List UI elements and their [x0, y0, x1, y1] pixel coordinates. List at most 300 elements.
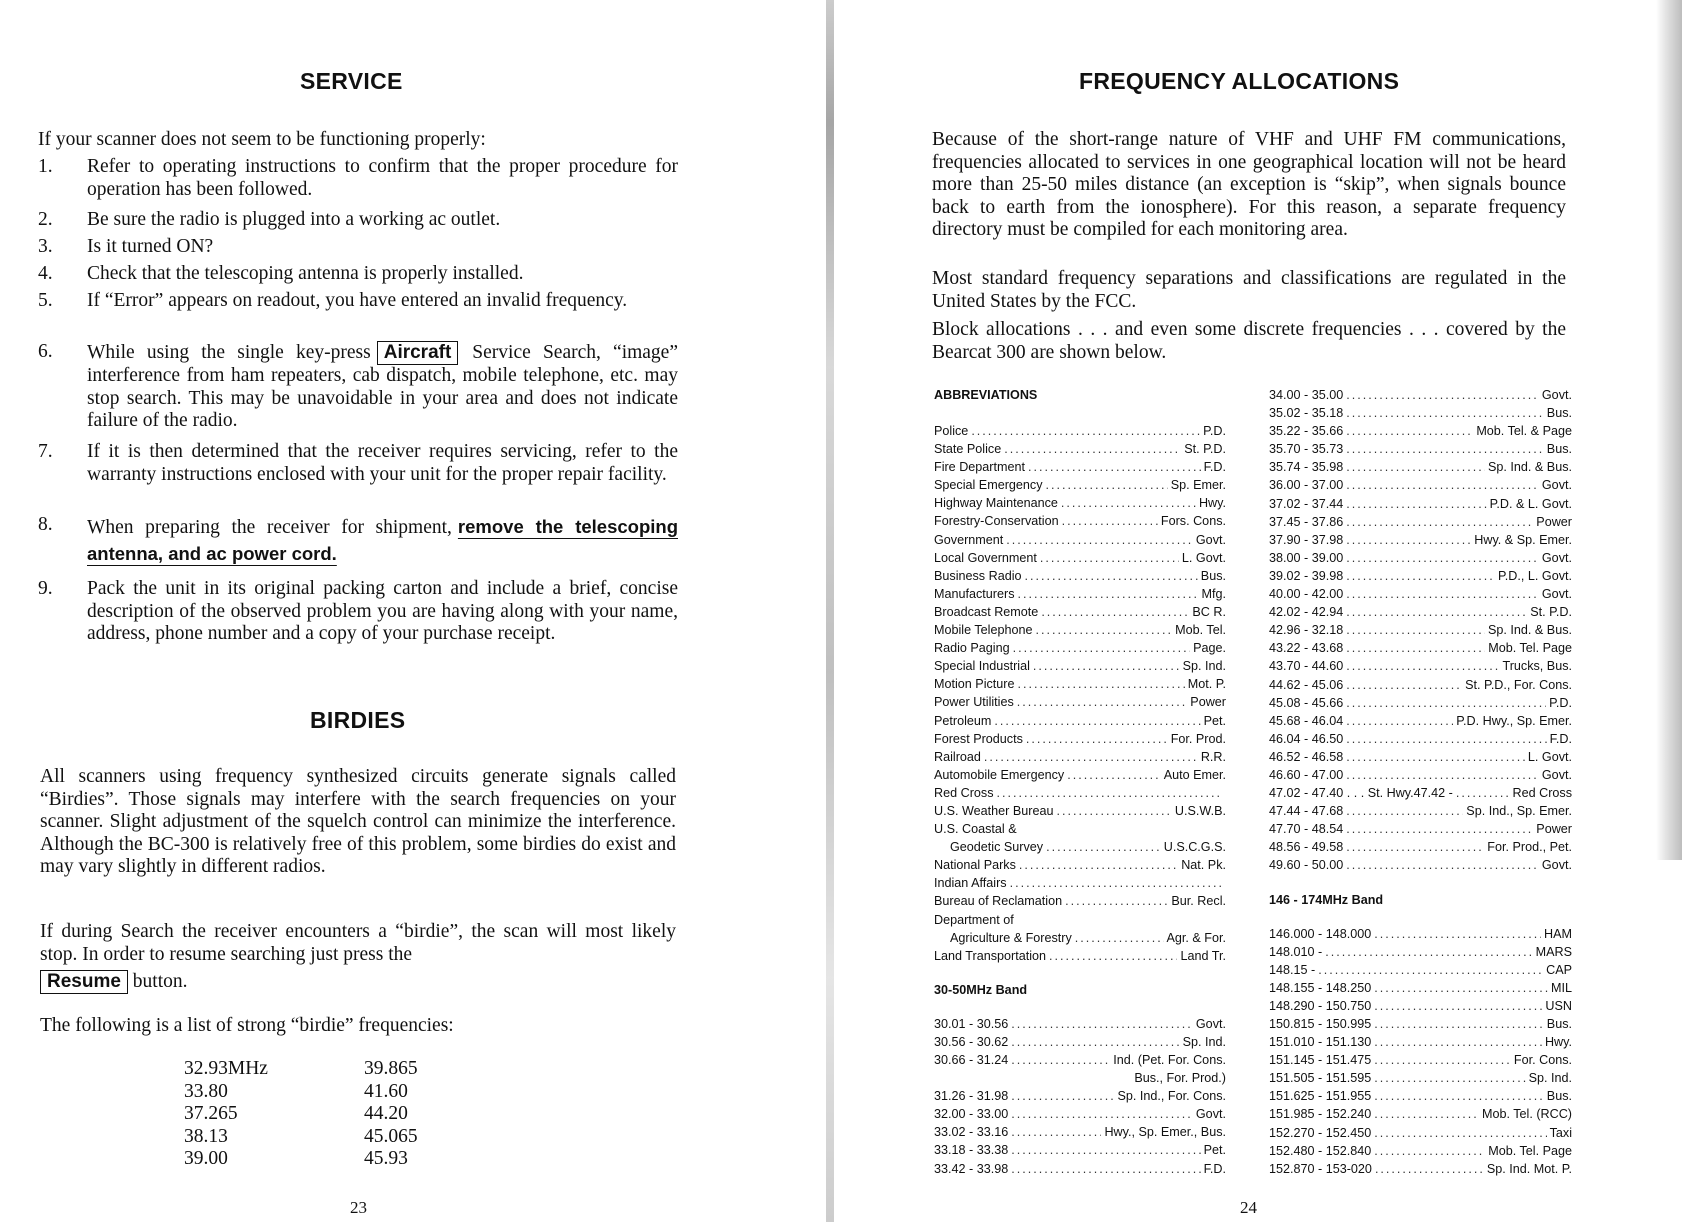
dot-leader: [1011, 1051, 1110, 1069]
service-item: [38, 236, 678, 259]
dot-leader: [1011, 1033, 1179, 1051]
allocation-value: Govt.: [1541, 858, 1572, 873]
allocation-row: [1269, 603, 1572, 621]
allocation-label: Fire Department: [934, 460, 1025, 475]
allocation-row: [934, 1141, 1226, 1159]
allocation-label: 43.22 - 43.68: [1269, 641, 1344, 656]
gutter-shadow: [826, 0, 834, 1222]
dot-leader: [1375, 1160, 1484, 1178]
allocation-row: [1269, 748, 1572, 766]
allocation-row: [1269, 404, 1572, 422]
allocation-label: Highway Maintenance: [934, 496, 1058, 511]
dot-leader: [1026, 730, 1168, 748]
intro-paragraph-2: Most standard frequency separations and classifications are regulated in the United States by the FCC.: [932, 268, 1566, 312]
birdies-paragraph-1: All scanners using frequency synthesized circuits generate signals called “Birdies”. Those signals may interfere with the search frequencies on your scanner. Slight adjustment of the squelch control can minimize the interference. Although the BC-300 is relatively free of this problem, some birdies do exist and may vary slightly in different radios.: [40, 766, 676, 877]
allocation-label: Local Government: [934, 550, 1037, 565]
service-item-number: 9.: [38, 578, 53, 599]
service-intro: If your scanner does not seem to be functioning properly:: [38, 129, 486, 150]
birdie-frequency: 45.93: [364, 1148, 408, 1169]
service-item-number: 2.: [38, 209, 53, 230]
allocation-value: F.D.: [1203, 460, 1226, 475]
allocation-row: [934, 657, 1226, 675]
allocation-label: 35.70 - 35.73: [1269, 442, 1344, 457]
allocation-row: [1269, 585, 1572, 603]
allocation-value: P.D.: [1203, 424, 1226, 438]
dot-leader: [1346, 748, 1525, 766]
dot-leader: [1346, 820, 1533, 838]
birdies-paragraph-2-text: If during Search the receiver encounters a “birdie”, the scan will most likely stop. In order to resume searching just press the: [40, 921, 676, 965]
dot-leader: [1346, 458, 1485, 476]
allocation-value: Page.: [1193, 641, 1226, 656]
allocation-label: Railroad: [934, 749, 981, 764]
allocation-value: P.D. Hwy., Sp. Emer.: [1456, 713, 1572, 728]
allocation-label: Geodetic Survey: [950, 840, 1044, 855]
dot-leader: [1374, 925, 1541, 943]
birdies-heading: BIRDIES: [310, 707, 406, 733]
allocation-label: 36.00 - 37.00: [1269, 478, 1344, 493]
allocation-value: Fors. Cons.: [1160, 514, 1226, 529]
dot-leader: [971, 422, 1200, 440]
dot-leader: [1346, 440, 1544, 458]
allocation-label: 151.505 - 151.595: [1269, 1071, 1372, 1086]
allocation-row: [1269, 676, 1572, 694]
allocation-label: Agriculture & Forestry: [950, 930, 1072, 945]
allocation-label: 47.70 - 48.54: [1269, 822, 1344, 837]
dot-leader: [1040, 549, 1179, 567]
resume-after-text: button.: [132, 971, 188, 992]
allocation-row: [934, 820, 1226, 838]
allocation-label: 30.66 - 31.24: [934, 1053, 1009, 1067]
allocation-value: Power: [1536, 822, 1572, 837]
allocation-label: 45.68 - 46.04: [1269, 713, 1344, 728]
dot-leader: [1028, 458, 1201, 476]
allocation-row: [934, 874, 1226, 892]
page-number-right: 24: [1240, 1198, 1257, 1217]
allocation-label: 49.60 - 50.00: [1269, 858, 1344, 873]
allocation-label: Business Radio: [934, 568, 1022, 583]
allocation-row: [1269, 567, 1572, 585]
allocation-label: Power Utilities: [934, 695, 1014, 710]
allocation-row: [1269, 838, 1572, 856]
dot-leader: [1456, 784, 1510, 802]
allocation-row: [934, 531, 1226, 549]
allocation-row: [1269, 1033, 1572, 1051]
allocation-value: F.D.: [1203, 1161, 1226, 1176]
allocation-value: F.D.: [1549, 731, 1572, 746]
dot-leader: [1346, 676, 1462, 694]
band-30-50-heading: 30-50MHz Band: [934, 982, 1028, 997]
allocation-label: National Parks: [934, 858, 1016, 873]
dot-leader: [1019, 856, 1178, 874]
allocation-label: U.S. Weather Bureau: [934, 803, 1054, 818]
dot-leader: [1374, 997, 1542, 1015]
allocation-label: Motion Picture: [934, 677, 1015, 692]
allocation-label: Special Emergency: [934, 478, 1043, 493]
allocation-value: For. Cons.: [1513, 1053, 1572, 1068]
allocation-label: Broadcast Remote: [934, 604, 1039, 619]
allocation-row: [934, 911, 1226, 929]
allocation-value: U.S.W.B.: [1174, 803, 1226, 818]
dot-leader: [1004, 440, 1181, 458]
allocation-value: Nat. Pk.: [1181, 858, 1226, 873]
service-item-text: If it is then determined that the receiver requires servicing, refer to the warranty instructions enclosed with your unit for the proper repair facility.: [87, 441, 678, 485]
allocation-value: P.D.: [1549, 695, 1572, 710]
service-item-text: If “Error” appears on readout, you have entered an invalid frequency.: [87, 290, 628, 311]
allocation-row: [934, 838, 1226, 856]
service-item-number: 8.: [38, 514, 53, 535]
allocation-label: 38.00 - 39.00: [1269, 550, 1344, 565]
allocation-row: [1269, 784, 1572, 802]
dot-leader: [1017, 693, 1188, 711]
service-item: [38, 578, 678, 646]
allocation-value: Bur. Recl.: [1171, 894, 1226, 909]
allocation-row: [934, 1087, 1226, 1105]
service-heading: SERVICE: [300, 68, 403, 94]
allocation-value: Sp. Ind. Mot. P.: [1486, 1161, 1572, 1176]
allocation-row: [934, 1160, 1226, 1178]
allocation-label: 34.00 - 35.00: [1269, 388, 1344, 402]
birdie-frequency: 45.065: [364, 1125, 418, 1147]
allocation-label: 42.02 - 42.94: [1269, 605, 1344, 620]
allocation-row: [1269, 1051, 1572, 1069]
band-146-174-heading: 146 - 174MHz Band: [1269, 892, 1384, 907]
allocation-row: [934, 1069, 1226, 1087]
birdies-list-intro: The following is a list of strong “birdie” frequencies:: [40, 1015, 454, 1036]
allocation-label: 30.56 - 30.62: [934, 1034, 1009, 1049]
allocation-row: [934, 856, 1226, 874]
band-30-50-list-left: [934, 1015, 1226, 1178]
allocation-label: Automobile Emergency: [934, 767, 1065, 782]
allocation-row: [1269, 943, 1572, 961]
allocation-row: [1269, 694, 1572, 712]
dot-leader: [1346, 422, 1473, 440]
allocation-label: 30.01 - 30.56: [934, 1016, 1009, 1031]
service-item: [38, 441, 678, 486]
allocation-value: L. Govt.: [1527, 749, 1572, 764]
bands-column: [1269, 386, 1572, 1178]
dot-leader: [1006, 531, 1193, 549]
allocation-row: [934, 512, 1226, 530]
allocation-value: Auto Emer.: [1163, 767, 1226, 782]
dot-leader: [1018, 675, 1185, 693]
allocation-label: Radio Paging: [934, 641, 1010, 656]
allocation-row: [934, 1123, 1226, 1141]
allocation-value: Taxi: [1549, 1125, 1572, 1140]
dot-leader: [1041, 603, 1189, 621]
service-item-number: 1.: [38, 156, 53, 177]
allocation-label: Bureau of Reclamation: [934, 894, 1063, 909]
service-item: [38, 156, 678, 201]
allocation-value: Land Tr.: [1180, 948, 1226, 963]
allocation-label: 45.08 - 45.66: [1269, 695, 1344, 710]
allocation-row: [1269, 386, 1572, 404]
birdies-paragraph-2: [40, 921, 676, 966]
service-item-number: 5.: [38, 290, 53, 311]
allocation-value: Bus.: [1546, 1017, 1572, 1031]
dot-leader: [1346, 386, 1539, 404]
remove-antenna-emphasis: remove the telescoping antenna, and ac power cord.: [87, 516, 678, 564]
allocation-row: [1269, 621, 1572, 639]
right-page: [842, 0, 1682, 1222]
dot-leader: [1346, 730, 1546, 748]
allocation-value: Bus.: [1546, 1089, 1572, 1104]
allocation-row: [934, 567, 1226, 585]
dot-leader: [1346, 567, 1495, 585]
allocation-row: [1269, 639, 1572, 657]
allocation-label: 47.44 - 47.68: [1269, 804, 1344, 819]
allocation-label: 152.270 - 152.450: [1269, 1125, 1372, 1140]
allocation-row: [934, 947, 1226, 965]
dot-leader: [1346, 621, 1485, 639]
frequency-allocations-heading: FREQUENCY ALLOCATIONS: [1079, 68, 1400, 94]
allocation-row: [934, 693, 1226, 711]
allocation-label: U.S. Coastal &: [934, 822, 1017, 837]
allocation-value: P.D., L. Govt.: [1498, 568, 1572, 583]
allocation-label: 152.480 - 152.840: [1269, 1143, 1372, 1158]
allocation-row: [934, 440, 1226, 458]
allocation-row: [934, 929, 1226, 947]
allocation-label: 151.145 - 151.475: [1269, 1053, 1372, 1068]
allocation-value: Sp. Emer.: [1170, 478, 1226, 493]
allocation-row: [934, 585, 1226, 603]
allocation-value: Sp. Ind.: [1528, 1071, 1572, 1086]
dot-leader: [1346, 856, 1539, 874]
allocation-label: 33.18 - 33.38: [934, 1143, 1009, 1158]
allocation-label: Manufacturers: [934, 586, 1015, 601]
dot-leader: [1346, 639, 1485, 657]
dot-leader: [1062, 512, 1158, 530]
allocation-row: [1269, 856, 1572, 874]
dot-leader: [1374, 979, 1548, 997]
allocation-row: [934, 1105, 1226, 1123]
dot-leader: [984, 748, 1198, 766]
allocation-row: [934, 422, 1226, 440]
allocation-row: [934, 802, 1226, 820]
birdie-frequency-list: [184, 1058, 464, 1171]
dot-leader: [1346, 495, 1486, 513]
allocation-row: [1269, 1142, 1572, 1160]
allocation-value: U.S.C.G.S.: [1163, 840, 1226, 855]
allocation-label: 151.010 - 151.130: [1269, 1035, 1372, 1050]
allocation-value: Hwy.: [1198, 496, 1226, 511]
allocation-value: Sp. Ind., Sp. Emer.: [1466, 804, 1572, 819]
allocation-label: 39.02 - 39.98: [1269, 568, 1344, 583]
dot-leader: [1374, 1105, 1479, 1123]
allocation-row: [1269, 1069, 1572, 1087]
dot-leader: [1346, 694, 1546, 712]
allocation-row: [1269, 730, 1572, 748]
band-146-174-list: [1269, 925, 1572, 1178]
dot-leader: [1346, 585, 1539, 603]
allocation-row: [1269, 766, 1572, 784]
allocation-label: Mobile Telephone: [934, 623, 1033, 638]
allocation-value: Sp. Ind. & Bus.: [1487, 460, 1572, 475]
allocation-row: [1269, 1124, 1572, 1142]
allocation-row: [1269, 513, 1572, 531]
allocation-label: 33.02 - 33.16: [934, 1125, 1009, 1140]
dot-leader: [1010, 874, 1223, 892]
allocation-row: [934, 603, 1226, 621]
allocation-row: [1269, 820, 1572, 838]
birdie-frequency: 37.265: [184, 1103, 238, 1124]
allocation-label: 151.625 - 151.955: [1269, 1089, 1372, 1104]
dot-leader: [1374, 1142, 1485, 1160]
allocation-row: [934, 1051, 1226, 1069]
allocation-label: 37.02 - 37.44: [1269, 496, 1344, 511]
intro-paragraph-3: Block allocations . . . and even some discrete frequencies . . . covered by the Bearcat 300 are shown below.: [932, 319, 1566, 363]
service-item-number: 3.: [38, 236, 53, 257]
left-page: [0, 0, 840, 1222]
resume-line: [40, 970, 440, 994]
dot-leader: [1065, 892, 1168, 910]
page-number-left: 23: [350, 1198, 367, 1217]
allocation-row: [1269, 657, 1572, 675]
allocation-row: [934, 494, 1226, 512]
allocation-value: Govt.: [1541, 478, 1572, 493]
birdie-frequency: 39.00: [184, 1148, 228, 1169]
band-30-50-list-right: [1269, 386, 1572, 875]
allocation-value: Mob. Tel.: [1175, 623, 1226, 638]
allocation-label: 44.62 - 45.06: [1269, 677, 1344, 692]
dot-leader: [1011, 1087, 1114, 1105]
allocation-row: [934, 549, 1226, 567]
allocation-value: Trucks, Bus.: [1502, 659, 1572, 674]
service-item: [38, 263, 678, 286]
allocation-label: 148.010 -: [1269, 944, 1323, 959]
allocation-label: Red Cross: [934, 785, 994, 800]
allocation-row: [1269, 925, 1572, 943]
allocation-value: For. Prod.: [1170, 731, 1226, 746]
allocation-row: [934, 892, 1226, 910]
aircraft-key: Aircraft: [377, 341, 459, 365]
allocation-value: Sp. Ind., For. Cons.: [1117, 1089, 1226, 1104]
service-item-text: Is it turned ON?: [87, 236, 214, 257]
allocation-value: Sp. Ind.: [1182, 1034, 1226, 1049]
allocation-label: 37.90 - 37.98: [1269, 532, 1344, 547]
allocation-label: 46.60 - 47.00: [1269, 767, 1344, 782]
service-item-text-after: Service Search, “image” interference from ham repeaters, cab dispatch, mobile telephone, etc. may stop search. This may be unavoidable in your area and does not indicate failure of the radio.: [87, 342, 678, 431]
allocation-value: Mfg.: [1201, 586, 1226, 601]
allocation-label: 146.000 - 148.000: [1269, 926, 1372, 941]
allocation-value: Power: [1536, 514, 1572, 529]
allocation-row: [934, 766, 1226, 784]
allocation-value: R.R.: [1200, 749, 1226, 764]
dot-leader: [1346, 603, 1527, 621]
allocation-value: Govt.: [1195, 532, 1226, 547]
allocation-value: Mob. Tel. Page: [1488, 1143, 1572, 1158]
allocation-label: 148.155 - 148.250: [1269, 980, 1372, 995]
allocation-label: Forest Products: [934, 731, 1023, 746]
allocation-label: Indian Affairs: [934, 876, 1007, 891]
allocation-row: [1269, 549, 1572, 567]
allocation-value: Mot. P.: [1187, 677, 1226, 692]
allocation-value: Govt.: [1541, 388, 1572, 402]
allocation-row: [934, 458, 1226, 476]
allocation-value: Red Cross: [1512, 786, 1572, 801]
birdie-frequency: 32.93MHz: [184, 1058, 268, 1079]
allocation-value: BC R.: [1192, 604, 1226, 619]
dot-leader: [1318, 961, 1543, 979]
allocation-label: 148.15 -: [1269, 962, 1316, 977]
dot-leader: [1346, 404, 1544, 422]
allocation-value: Hwy., Sp. Emer., Bus.: [1104, 1125, 1226, 1140]
service-item-text: [87, 514, 678, 568]
allocation-value: For. Prod., Pet.: [1487, 840, 1572, 855]
allocation-value: Pet.: [1203, 713, 1226, 728]
dot-leader: [1346, 549, 1539, 567]
dot-leader: [1056, 802, 1171, 820]
service-item-text: Pack the unit in its original packing carton and include a brief, concise description of the observed problem you are having along with your name, address, phone number and a copy of your purchase receipt.: [87, 578, 678, 644]
dot-leader: [1325, 943, 1532, 961]
allocation-label: 48.56 - 49.58: [1269, 840, 1344, 855]
service-item: [38, 290, 678, 313]
allocation-value: Mob. Tel. & Page: [1476, 424, 1572, 439]
allocation-value: Agr. & For.: [1166, 930, 1226, 945]
dot-leader: [1018, 585, 1199, 603]
allocation-value: CAP: [1546, 962, 1572, 977]
allocation-label: 152.870 - 153-020: [1269, 1161, 1372, 1176]
allocation-value: MIL: [1551, 980, 1572, 995]
resume-key: Resume: [40, 970, 128, 994]
allocation-value: L. Govt.: [1181, 550, 1226, 565]
dot-leader: [1025, 567, 1198, 585]
allocation-row: [934, 1033, 1226, 1051]
allocation-value: Sp. Ind.: [1182, 659, 1226, 674]
service-item-text: [87, 341, 678, 433]
allocation-value: St. P.D.: [1530, 605, 1572, 620]
service-item: [38, 341, 678, 433]
allocation-label: 151.985 - 152.240: [1269, 1107, 1372, 1122]
service-item-number: 7.: [38, 441, 53, 462]
service-item: [38, 209, 678, 232]
allocation-row: [1269, 802, 1572, 820]
allocation-value: Bus.: [1546, 406, 1572, 421]
dot-leader: [1374, 1124, 1546, 1142]
allocation-value: Ind. (Pet. For. Cons.: [1113, 1053, 1226, 1067]
allocation-value: Bus.: [1546, 442, 1572, 457]
dot-leader: [1346, 766, 1539, 784]
allocation-label: Police: [934, 424, 969, 438]
birdie-frequency: 44.20: [364, 1103, 408, 1124]
dot-leader: [1067, 766, 1160, 784]
allocation-label: Petroleum: [934, 713, 992, 728]
allocation-row: [934, 784, 1226, 802]
allocation-label: Forestry-Conservation: [934, 514, 1059, 529]
abbreviations-column: [934, 386, 1226, 1178]
dot-leader: [997, 784, 1224, 802]
allocation-label: 46.04 - 46.50: [1269, 731, 1344, 746]
allocation-value: USN: [1545, 998, 1572, 1013]
dot-leader: [1033, 657, 1180, 675]
allocation-row: [1269, 476, 1572, 494]
allocation-label: Special Industrial: [934, 659, 1030, 674]
allocation-row: [1269, 458, 1572, 476]
dot-leader: [1049, 947, 1177, 965]
dot-leader: [1374, 1069, 1525, 1087]
service-item-number: 6.: [38, 341, 53, 362]
abbreviations-heading: ABBREVIATIONS: [934, 388, 1038, 402]
dot-leader: [1346, 838, 1484, 856]
allocation-value: Bus., For. Prod.): [1134, 1071, 1226, 1086]
allocation-row: [1269, 440, 1572, 458]
dot-leader: [1374, 1051, 1511, 1069]
allocation-value: Govt.: [1541, 767, 1572, 782]
dot-leader: [1346, 476, 1539, 494]
allocation-row: [934, 621, 1226, 639]
allocation-label: 42.96 - 32.18: [1269, 623, 1344, 638]
allocation-value: Govt.: [1541, 550, 1572, 565]
allocation-value: Bus.: [1200, 568, 1226, 583]
